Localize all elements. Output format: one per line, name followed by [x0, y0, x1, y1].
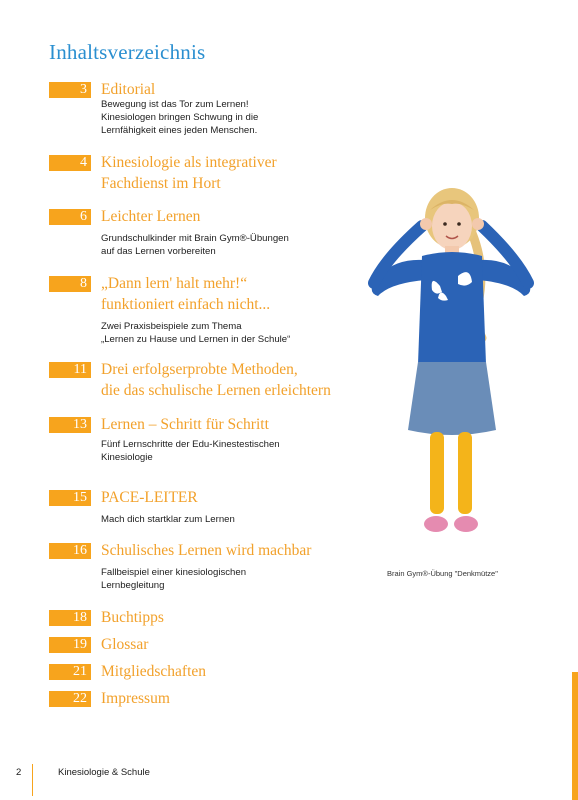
child-photo: [360, 188, 540, 558]
page-number-badge: 11: [49, 362, 91, 378]
entry-title: [101, 206, 361, 227]
entry-description-line: Zwei Praxisbeispiele zum Thema: [101, 321, 242, 332]
entry-title-line: „Dann lern' halt mehr!“: [101, 275, 248, 292]
entry-title: [101, 487, 361, 508]
footer-page-number: 2: [16, 767, 22, 778]
page-number-badge: 16: [49, 543, 91, 559]
entry-title-line: funktioniert einfach nicht...: [101, 296, 271, 313]
entry-description: [101, 320, 351, 346]
entry-description-line: Bewegung ist das Tor zum Lernen!: [101, 99, 249, 110]
page-number-badge: 8: [49, 276, 91, 292]
entry-description-line: Kinesiologen bringen Schwung in die: [101, 112, 259, 123]
page-number-badge: 3: [49, 82, 91, 98]
page-number-badge: 6: [49, 209, 91, 225]
page-number-badge: 21: [49, 664, 91, 680]
entry-title: [101, 607, 361, 628]
entry-title: [101, 79, 361, 100]
entry-title: [101, 273, 361, 315]
entry-description: [101, 232, 351, 258]
page-number-badge: 22: [49, 691, 91, 707]
entry-title: [101, 688, 361, 709]
entry-description-line: Grundschulkinder mit Brain Gym®-Übungen: [101, 233, 289, 244]
page-title: Inhaltsverzeichnis: [49, 40, 206, 64]
entry-description: [101, 513, 351, 526]
entry-title-line: Leichter Lernen: [101, 208, 201, 225]
entry-title-line: Schulisches Lernen wird machbar: [101, 542, 312, 559]
page-number-badge: 18: [49, 610, 91, 626]
entry-description-line: Mach dich startklar zum Lernen: [101, 514, 235, 525]
entry-description: [101, 98, 351, 137]
entry-title-line: Impressum: [101, 690, 170, 707]
page-number-badge: 19: [49, 637, 91, 653]
entry-title-line: Lernen – Schritt für Schritt: [101, 416, 269, 433]
entry-title-line: die das schulische Lernen erleichtern: [101, 382, 331, 399]
entry-description-line: Fallbeispiel einer kinesiologischen: [101, 567, 247, 578]
entry-title-line: Fachdienst im Hort: [101, 175, 221, 192]
page-number-badge: 15: [49, 490, 91, 506]
entry-description-line: „Lernen zu Hause und Lernen in der Schule“: [101, 334, 291, 345]
page-number-badge: 4: [49, 155, 91, 171]
entry-title-line: Mitgliedschaften: [101, 663, 207, 680]
entry-title-line: Glossar: [101, 636, 149, 653]
entry-title: [101, 540, 361, 561]
photo-caption: Brain Gym®-Übung "Denkmütze": [387, 569, 498, 578]
entry-description: [101, 438, 351, 464]
entry-description-line: auf das Lernen vorbereiten: [101, 246, 216, 257]
footer-divider: [32, 764, 33, 796]
edge-accent-bar: [572, 672, 578, 800]
entry-title: [101, 414, 361, 435]
entry-title: [101, 152, 361, 194]
entry-title: [101, 661, 361, 682]
entry-description: [101, 566, 351, 592]
entry-title: [101, 359, 361, 401]
entry-description-line: Lernbegleitung: [101, 580, 165, 591]
entry-description-line: Fünf Lernschritte der Edu-Kinestestischen: [101, 439, 280, 450]
entry-title-line: PACE-LEITER: [101, 489, 198, 506]
footer-publication: Kinesiologie & Schule: [58, 767, 150, 778]
entry-title: [101, 634, 361, 655]
entry-description-line: Kinesiologie: [101, 452, 153, 463]
entry-title-line: Editorial: [101, 81, 156, 98]
entry-title-line: Drei erfolgserprobte Methoden,: [101, 361, 298, 378]
entry-title-line: Kinesiologie als integrativer: [101, 154, 277, 171]
entry-title-line: Buchtipps: [101, 609, 164, 626]
page-number-badge: 13: [49, 417, 91, 433]
entry-description-line: Lernfähigkeit eines jeden Menschen.: [101, 125, 258, 136]
